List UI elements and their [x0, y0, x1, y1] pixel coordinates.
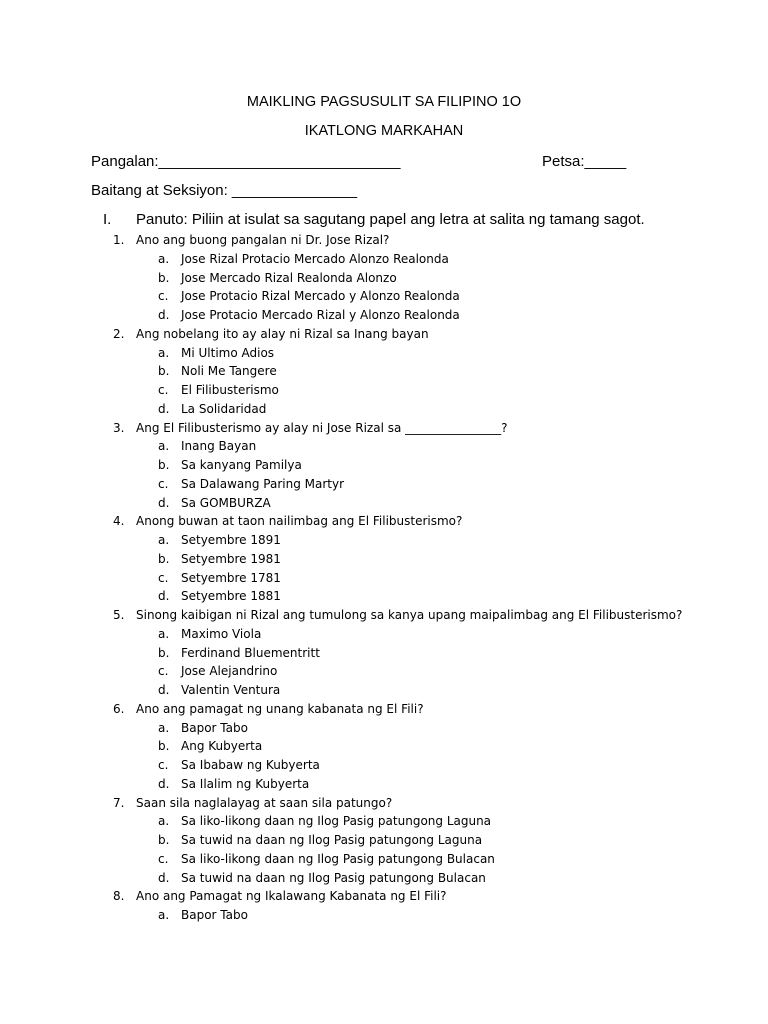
question-text: Ano ang Pamagat ng Ikalawang Kabanata ng El Fili?: [136, 889, 447, 904]
option-letter: a.: [158, 908, 170, 922]
answer-option: [0, 869, 768, 888]
question-number: 3.: [113, 420, 125, 435]
option-letter: a.: [158, 720, 170, 735]
date-field: Petsa:_____: [542, 153, 627, 170]
answer-option: [0, 400, 768, 419]
option-text: Sa tuwid na daan ng Ilog Pasig patungong Bulacan: [181, 870, 486, 885]
answer-option: [0, 362, 768, 381]
answer-option: [0, 269, 768, 288]
answer-option: [0, 250, 768, 269]
option-text: La Solidaridad: [181, 401, 267, 416]
question-row: [0, 231, 768, 250]
option-letter: c.: [158, 289, 169, 304]
question-row: [0, 700, 768, 719]
option-letter: a.: [158, 626, 170, 641]
question-item: [0, 700, 768, 794]
answer-option: [0, 456, 768, 475]
option-text: Mi Ultimo Adios: [181, 345, 275, 360]
option-letter: a.: [158, 251, 170, 266]
answer-option: [0, 287, 768, 306]
answer-option: [0, 812, 768, 831]
option-letter: a.: [158, 439, 170, 454]
answer-option: [0, 644, 768, 663]
question-text: Ano ang buong pangalan ni Dr. Jose Rizal?: [136, 233, 390, 247]
question-text: Saan sila naglalayag at saan sila patungo?: [136, 795, 393, 810]
question-number: 7.: [113, 795, 125, 810]
question-item: [0, 419, 768, 513]
option-text: Ferdinand Bluementritt: [181, 645, 320, 660]
question-item: [0, 606, 768, 700]
option-text: Sa Dalawang Paring Martyr: [181, 476, 345, 491]
instruction-number: I.: [103, 211, 112, 228]
question-row: [0, 887, 768, 906]
answer-option: [0, 906, 768, 925]
answer-option: [0, 737, 768, 756]
option-letter: b.: [158, 645, 170, 660]
option-text: Jose Mercado Rizal Realonda Alonzo: [181, 270, 397, 285]
option-list: [0, 344, 768, 419]
option-text: El Filibusterismo: [181, 383, 279, 397]
option-text: Jose Protacio Rizal Mercado y Alonzo Realonda: [181, 289, 460, 304]
question-number: 5.: [113, 608, 125, 622]
answer-option: [0, 306, 768, 325]
option-letter: a.: [158, 345, 170, 360]
option-letter: d.: [158, 308, 170, 322]
option-text: Setyembre 1881: [181, 589, 281, 604]
option-letter: b.: [158, 458, 170, 472]
option-letter: b.: [158, 833, 170, 847]
option-letter: c.: [158, 383, 169, 397]
option-text: Setyembre 1891: [181, 533, 281, 547]
option-list: [0, 812, 768, 887]
answer-option: [0, 681, 768, 700]
question-item: [0, 512, 768, 606]
option-text: Setyembre 1981: [181, 551, 281, 566]
option-text: Maximo Viola: [181, 626, 262, 641]
answer-option: [0, 775, 768, 794]
answer-option: [0, 437, 768, 456]
grade-section-field: Baitang at Seksiyon: _______________: [91, 182, 358, 199]
answer-option: [0, 662, 768, 681]
question-row: [0, 512, 768, 531]
answer-option: [0, 569, 768, 588]
answer-option: [0, 587, 768, 606]
option-text: Sa GOMBURZA: [181, 495, 271, 510]
option-letter: d.: [158, 401, 170, 416]
answer-option: [0, 550, 768, 569]
answer-option: [0, 381, 768, 400]
option-list: [0, 719, 768, 794]
question-row: [0, 794, 768, 813]
question-row: [0, 419, 768, 438]
option-letter: b.: [158, 364, 170, 379]
instruction: [103, 211, 645, 228]
option-letter: d.: [158, 683, 170, 697]
question-number: 6.: [113, 701, 125, 716]
option-letter: c.: [158, 664, 169, 679]
question-number: 1.: [113, 233, 125, 247]
answer-option: [0, 475, 768, 494]
option-list: [0, 250, 768, 325]
option-text: Bapor Tabo: [181, 720, 248, 735]
option-text: Ang Kubyerta: [181, 739, 263, 754]
question-number: 4.: [113, 514, 125, 529]
instruction-text: Panuto: Piliin at isulat sa sagutang papel ang letra at salita ng tamang sagot.: [136, 211, 645, 228]
option-letter: b.: [158, 551, 170, 566]
option-letter: a.: [158, 814, 170, 829]
question-text: Ang nobelang ito ay alay ni Rizal sa Inang bayan: [136, 326, 429, 341]
option-letter: b.: [158, 270, 170, 285]
answer-option: [0, 531, 768, 550]
question-item: [0, 325, 768, 419]
answer-option: [0, 719, 768, 738]
question-item: [0, 231, 768, 325]
option-text: Bapor Tabo: [181, 908, 248, 922]
option-text: Sa liko-likong daan ng Ilog Pasig patungong Bulacan: [181, 851, 495, 866]
option-text: Setyembre 1781: [181, 570, 281, 585]
answer-option: [0, 344, 768, 363]
question-item: [0, 887, 768, 925]
answer-option: [0, 625, 768, 644]
question-row: [0, 606, 768, 625]
option-text: Jose Alejandrino: [181, 664, 278, 679]
question-item: [0, 794, 768, 888]
answer-option: [0, 756, 768, 775]
option-list: [0, 906, 768, 925]
option-text: Inang Bayan: [181, 439, 257, 454]
option-letter: d.: [158, 870, 170, 885]
option-letter: a.: [158, 533, 170, 547]
option-text: Jose Protacio Mercado Rizal y Alonzo Realonda: [181, 308, 460, 322]
option-text: Sa kanyang Pamilya: [181, 458, 302, 472]
quiz-title: MAIKLING PAGSUSULIT SA FILIPINO 1O: [246, 94, 522, 110]
option-letter: b.: [158, 739, 170, 754]
option-text: Sa liko-likong daan ng Ilog Pasig patungong Laguna: [181, 814, 492, 829]
question-row: [0, 325, 768, 344]
question-text: Ano ang pamagat ng unang kabanata ng El Fili?: [136, 701, 424, 716]
option-list: [0, 437, 768, 512]
option-text: Sa Ilalim ng Kubyerta: [181, 776, 310, 791]
option-letter: c.: [158, 851, 169, 866]
option-text: Jose Rizal Protacio Mercado Alonzo Realonda: [181, 251, 449, 266]
question-text: Anong buwan at taon nailimbag ang El Filibusterismo?: [136, 514, 463, 529]
answer-option: [0, 831, 768, 850]
option-text: Sa tuwid na daan ng Ilog Pasig patungong Laguna: [181, 833, 483, 847]
option-text: Noli Me Tangere: [181, 364, 277, 379]
option-letter: c.: [158, 570, 169, 585]
question-number: 8.: [113, 889, 125, 904]
option-text: Valentin Ventura: [181, 683, 281, 697]
option-letter: c.: [158, 476, 169, 491]
question-text: Ang El Filibusterismo ay alay ni Jose Rizal sa ________________?: [136, 420, 508, 435]
name-field: Pangalan:_____________________________: [91, 153, 401, 170]
option-text: Sa Ibabaw ng Kubyerta: [181, 758, 320, 772]
question-text: Sinong kaibigan ni Rizal ang tumulong sa kanya upang maipalimbag ang El Filibusterismo?: [136, 608, 683, 622]
quarter-subtitle: IKATLONG MARKAHAN: [304, 123, 464, 139]
option-list: [0, 625, 768, 700]
option-letter: d.: [158, 495, 170, 510]
option-letter: d.: [158, 776, 170, 791]
option-letter: c.: [158, 758, 169, 772]
option-letter: d.: [158, 589, 170, 604]
answer-option: [0, 494, 768, 513]
question-list: [0, 231, 768, 925]
option-list: [0, 531, 768, 606]
question-number: 2.: [113, 326, 125, 341]
answer-option: [0, 850, 768, 869]
